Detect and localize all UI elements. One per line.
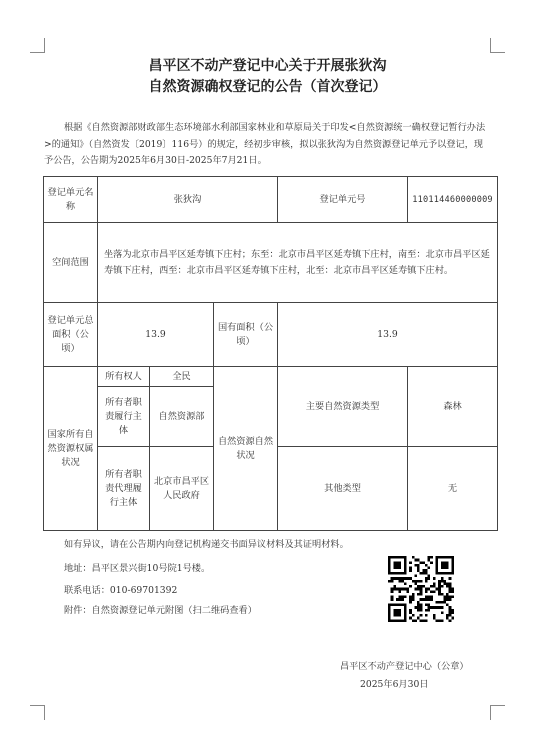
owner-value: 全民: [150, 367, 214, 387]
address-note: 地址：昌平区景兴街10号院1号楼。: [64, 563, 211, 574]
intro-paragraph: 根据《自然资源部财政部生态环境部水利部国家林业和草原局关于印发<自然资源统一确权登记暂行办法>的通知》（自然资发〔2019〕116号）的规定，经初步审核，拟以张狄沟为自然资源登记单元予以登记，现予公告，公告期为2025年6月30日-2025年7月21日。: [44, 122, 486, 166]
objection-note: 如有异议，请在公告期内向登记机构递交书面异议材料及其证明材料。: [64, 539, 349, 550]
duty-label: 所有者职责履行主体: [98, 387, 150, 447]
main-type-value: 森林: [408, 367, 498, 447]
space-label: 空间范围: [44, 223, 98, 303]
title-line-1: 昌平区不动产登记中心关于开展张狄沟: [148, 58, 387, 74]
unit-no-label: 登记单元号: [278, 177, 408, 223]
title-line-2: 自然资源确权登记的公告（首次登记）: [148, 79, 387, 95]
table-row: [44, 303, 498, 367]
attachment-note: 附件：自然资源登记单元附图（扫二维码查看）: [64, 605, 257, 616]
other-type-value: 无: [408, 447, 498, 531]
space-value: 坐落为北京市昌平区延寿镇下庄村；东至：北京市昌平区延寿镇下庄村，南至：北京市昌平区延寿镇下庄村，西至：北京市昌平区延寿镇下庄村，北至：北京市昌平区延寿镇下庄村。: [98, 223, 498, 303]
unit-name-value: 张狄沟: [98, 177, 278, 223]
crop-mark-top-left: [30, 38, 45, 53]
crop-mark-bottom-left: [30, 705, 45, 720]
duty-value: 自然资源部: [150, 387, 214, 447]
owner-label: 所有权人: [98, 367, 150, 387]
phone-note: 联系电话：010-69701392: [64, 585, 178, 596]
ownership-label: 国家所有自然资源权属状况: [44, 367, 98, 531]
agent-value: 北京市昌平区人民政府: [150, 447, 214, 531]
table-row: [44, 223, 498, 303]
issue-date: 2025年6月30日: [360, 679, 429, 690]
main-type-label: 主要自然资源类型: [278, 367, 408, 447]
agent-label: 所有者职责代理履行主体: [98, 447, 150, 531]
unit-name-label: 登记单元名称: [44, 177, 98, 223]
status-label: 自然资源自然状况: [214, 367, 278, 531]
state-area-label: 国有面积（公顷）: [214, 303, 278, 367]
table-row: [44, 367, 498, 387]
crop-mark-top-right: [490, 38, 505, 53]
issuer: 昌平区不动产登记中心（公章）: [340, 661, 469, 672]
table-row: [44, 177, 498, 223]
unit-no-value: 110114460000009: [408, 177, 498, 223]
state-area-value: 13.9: [278, 303, 498, 367]
other-type-label: 其他类型: [278, 447, 408, 531]
notice-title: [0, 56, 535, 98]
total-area-value: 13.9: [98, 303, 214, 367]
crop-mark-bottom-right: [490, 705, 505, 720]
total-area-label: 登记单元总面积（公顷）: [44, 303, 98, 367]
registration-table: [43, 176, 498, 531]
qr-code-icon[interactable]: [388, 556, 454, 622]
